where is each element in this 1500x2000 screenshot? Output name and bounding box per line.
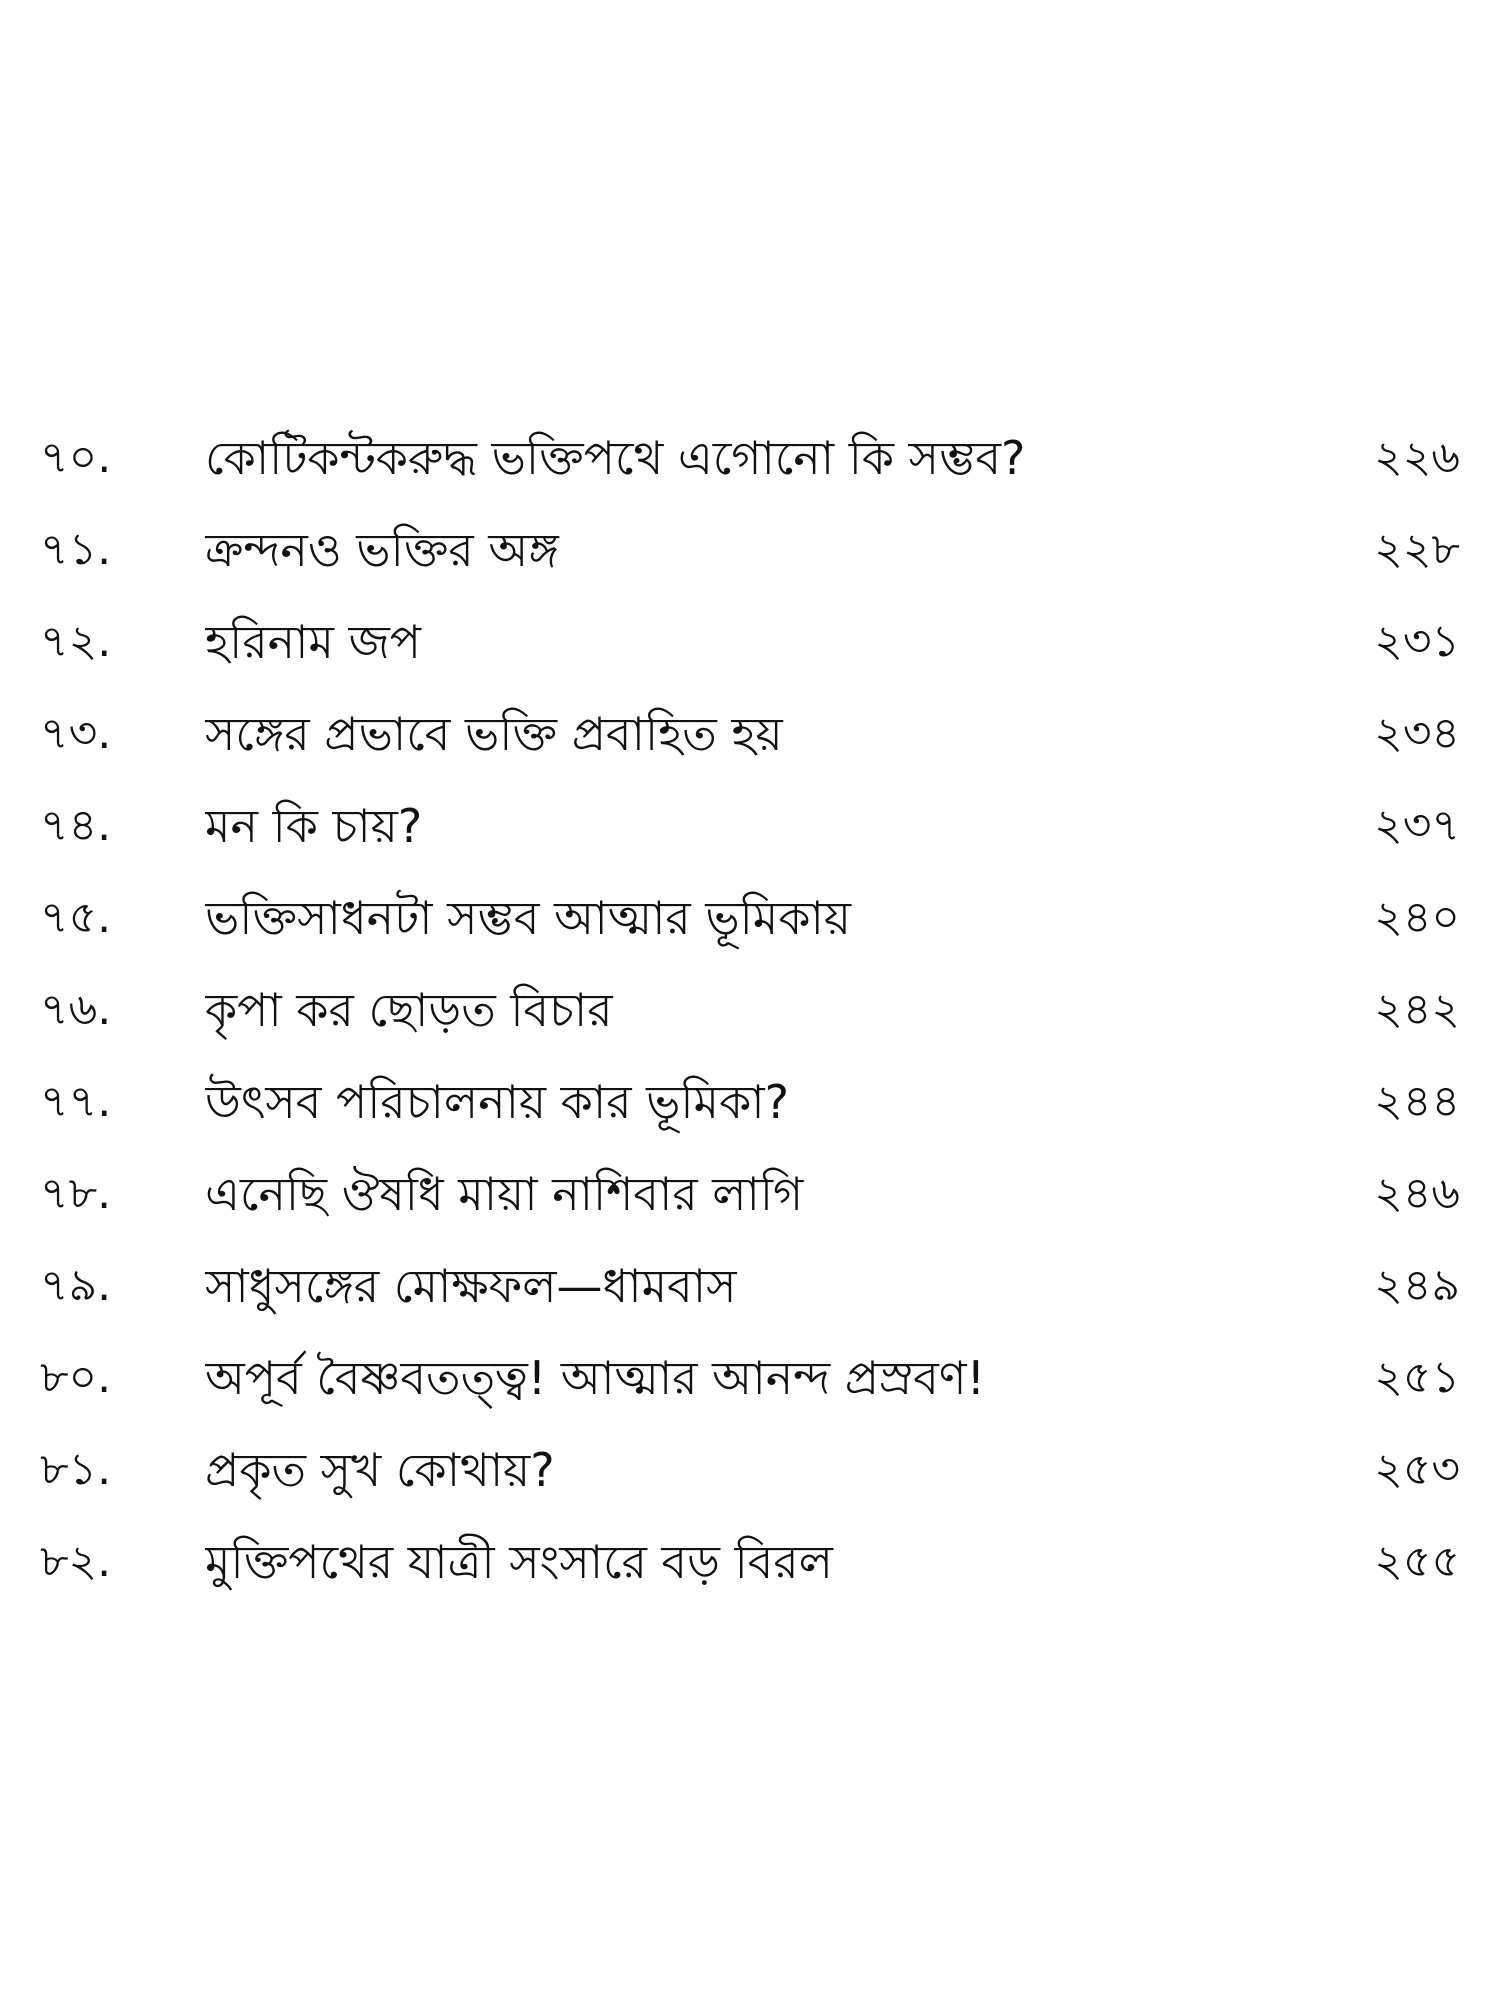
toc-entry xyxy=(40,872,1460,964)
entry-number: ৭৪. xyxy=(40,800,112,851)
entry-page-number: ২৫৫ xyxy=(1374,1536,1460,1587)
entry-page-number: ২২৮ xyxy=(1374,524,1460,575)
entry-page-number: ২৪৯ xyxy=(1374,1260,1460,1311)
toc-entry xyxy=(40,1240,1460,1332)
entry-page-number: ২৪০ xyxy=(1374,892,1460,943)
entry-number: ৭৮. xyxy=(40,1168,112,1219)
entry-number: ৭৯. xyxy=(40,1260,112,1311)
entry-page-number: ২৪২ xyxy=(1374,984,1460,1035)
entry-title: প্রকৃত সুখ কোথায়? xyxy=(205,1443,555,1497)
entry-number: ৭৭. xyxy=(40,1076,112,1127)
entry-title: কৃপা কর ছোড়ত বিচার xyxy=(205,983,613,1037)
entry-page-number: ২৩৪ xyxy=(1374,708,1460,759)
entry-number: ৭০. xyxy=(40,432,112,483)
entry-number: ৭৩. xyxy=(40,708,112,759)
toc-entry xyxy=(40,688,1460,780)
toc-entry xyxy=(40,1516,1460,1608)
toc-entry xyxy=(40,504,1460,596)
entry-title: উৎসব পরিচালনায় কার ভূমিকা? xyxy=(205,1075,790,1129)
entry-title: মুক্তিপথের যাত্রী সংসারে বড় বিরল xyxy=(205,1535,833,1589)
entry-title: সাধুসঙ্গের মোক্ষফল—ধামবাস xyxy=(205,1259,737,1313)
entry-title: হরিনাম জপ xyxy=(205,615,421,669)
toc-entry xyxy=(40,1424,1460,1516)
entry-page-number: ২৩৭ xyxy=(1374,800,1460,851)
entry-title: এনেছি ঔষধি মায়া নাশিবার লাগি xyxy=(205,1167,804,1221)
toc-entry xyxy=(40,596,1460,688)
toc-entry xyxy=(40,964,1460,1056)
entry-title: অপূর্ব বৈষ্ণবতত্ত্ব! আত্মার আনন্দ প্রস্রবণ! xyxy=(205,1351,986,1405)
entry-number: ৭৫. xyxy=(40,892,112,943)
toc-entry xyxy=(40,780,1460,872)
entry-page-number: ২৫৩ xyxy=(1374,1444,1460,1495)
entry-page-number: ২৪৬ xyxy=(1374,1168,1460,1219)
entry-number: ৮২. xyxy=(40,1536,112,1587)
toc-entry xyxy=(40,1148,1460,1240)
entry-number: ৭২. xyxy=(40,616,112,667)
entry-number: ৭৬. xyxy=(40,984,112,1035)
toc-entry xyxy=(40,412,1460,504)
table-of-contents xyxy=(40,412,1460,1608)
entry-title: মন কি চায়? xyxy=(205,799,423,853)
entry-page-number: ২২৬ xyxy=(1374,432,1460,483)
entry-title: ক্রন্দনও ভক্তির অঙ্গ xyxy=(205,523,559,577)
toc-entry xyxy=(40,1056,1460,1148)
entry-title: সঙ্গের প্রভাবে ভক্তি প্রবাহিত হয় xyxy=(205,707,783,761)
entry-title: ভক্তিসাধনটা সম্ভব আত্মার ভূমিকায় xyxy=(205,891,851,945)
entry-number: ৭১. xyxy=(40,524,112,575)
entry-number: ৮০. xyxy=(40,1352,112,1403)
entry-page-number: ২৩১ xyxy=(1374,616,1460,667)
toc-entry xyxy=(40,1332,1460,1424)
entry-page-number: ২৫১ xyxy=(1374,1352,1460,1403)
entry-title: কোটিকন্টকরুদ্ধ ভক্তিপথে এগোনো কি সম্ভব? xyxy=(205,431,1026,485)
entry-number: ৮১. xyxy=(40,1444,112,1495)
entry-page-number: ২৪৪ xyxy=(1374,1076,1460,1127)
